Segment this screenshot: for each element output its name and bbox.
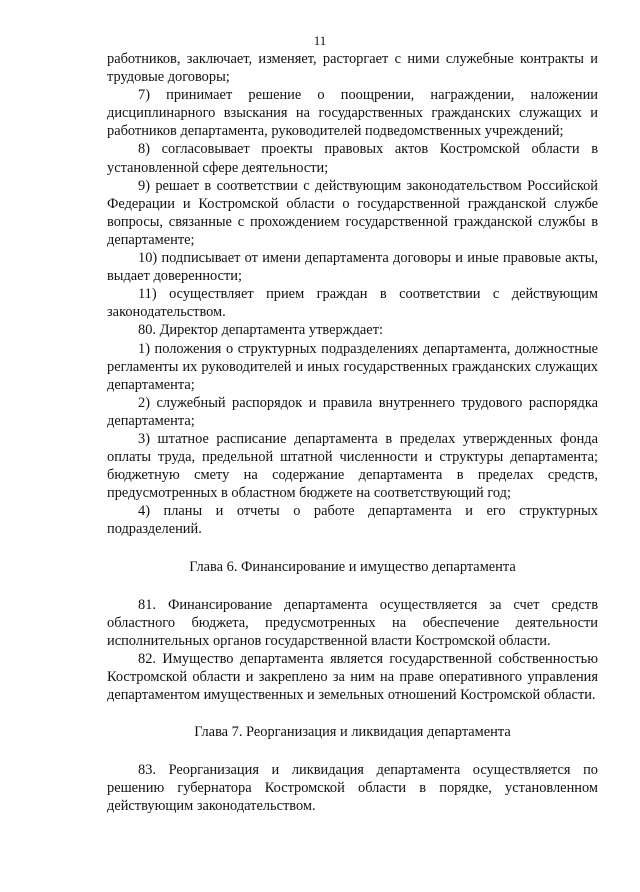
chapter-7-heading: Глава 7. Реорганизация и ликвидация департамента: [194, 724, 511, 741]
paragraph-item-8: 8) согласовывает проекты правовых актов Костромской области в установленной сфере деятельности;: [107, 141, 598, 176]
chapter-6-heading: Глава 6. Финансирование и имущество департамента: [189, 558, 516, 575]
document-body: [107, 50, 598, 816]
paragraph-80-item-3: 3) штатное расписание департамента в пределах утвержденных фонда оплаты труда, предельной штатной численности и структуры департамента; бюджетную смету на содержание департамента в пределах средств, предусмотренных в областном бюджете на соответствующий год;: [107, 430, 598, 502]
page-number: 11: [313, 33, 327, 48]
paragraph-83: 83. Реорганизация и ликвидация департамента осуществляется по решению губернатора Костромской области в порядке, установленном действующим законодательством.: [107, 762, 598, 815]
paragraph-80: 80. Директор департамента утверждает:: [138, 322, 383, 339]
paragraph-item-7: 7) принимает решение о поощрении, награждении, наложении дисциплинарного взыскания на государственных гражданских служащих и работников департамента, руководителей подведомственных учреждений;: [107, 87, 598, 140]
paragraph-80-item-2: 2) служебный распорядок и правила внутреннего трудового распорядка департамента;: [107, 394, 598, 429]
paragraph-item-9: 9) решает в соответствии с действующим законодательством Российской Федерации и Костромской области о государственной гражданской службе вопросы, связанные с прохождением государственной гражданской службы в департаменте;: [107, 177, 598, 248]
paragraph-80-item-4: 4) планы и отчеты о работе департамента и его структурных подразделений.: [107, 503, 598, 538]
paragraph-81: 81. Финансирование департамента осуществляется за счет средств областного бюджета, предусмотренных на обеспечение деятельности исполнительных органов государственной власти Костромской области.: [107, 596, 598, 649]
paragraph-item-10: 10) подписывает от имени департамента договоры и иные правовые акты, выдает доверенности;: [107, 250, 598, 285]
paragraph-82: 82. Имущество департамента является государственной собственностью Костромской области и закреплено за ним на праве оперативного управления департаментом имущественных и земельных отношений Костромской области.: [107, 650, 598, 704]
paragraph-continuation: работников, заключает, изменяет, расторгает с ними служебные контракты и трудовые договоры;: [107, 51, 598, 86]
paragraph-80-item-1: 1) положения о структурных подразделениях департамента, должностные регламенты их руководителей и иных государственных гражданских служащих департамента;: [107, 340, 598, 393]
paragraph-item-11: 11) осуществляет прием граждан в соответствии с действующим законодательством.: [107, 286, 598, 321]
